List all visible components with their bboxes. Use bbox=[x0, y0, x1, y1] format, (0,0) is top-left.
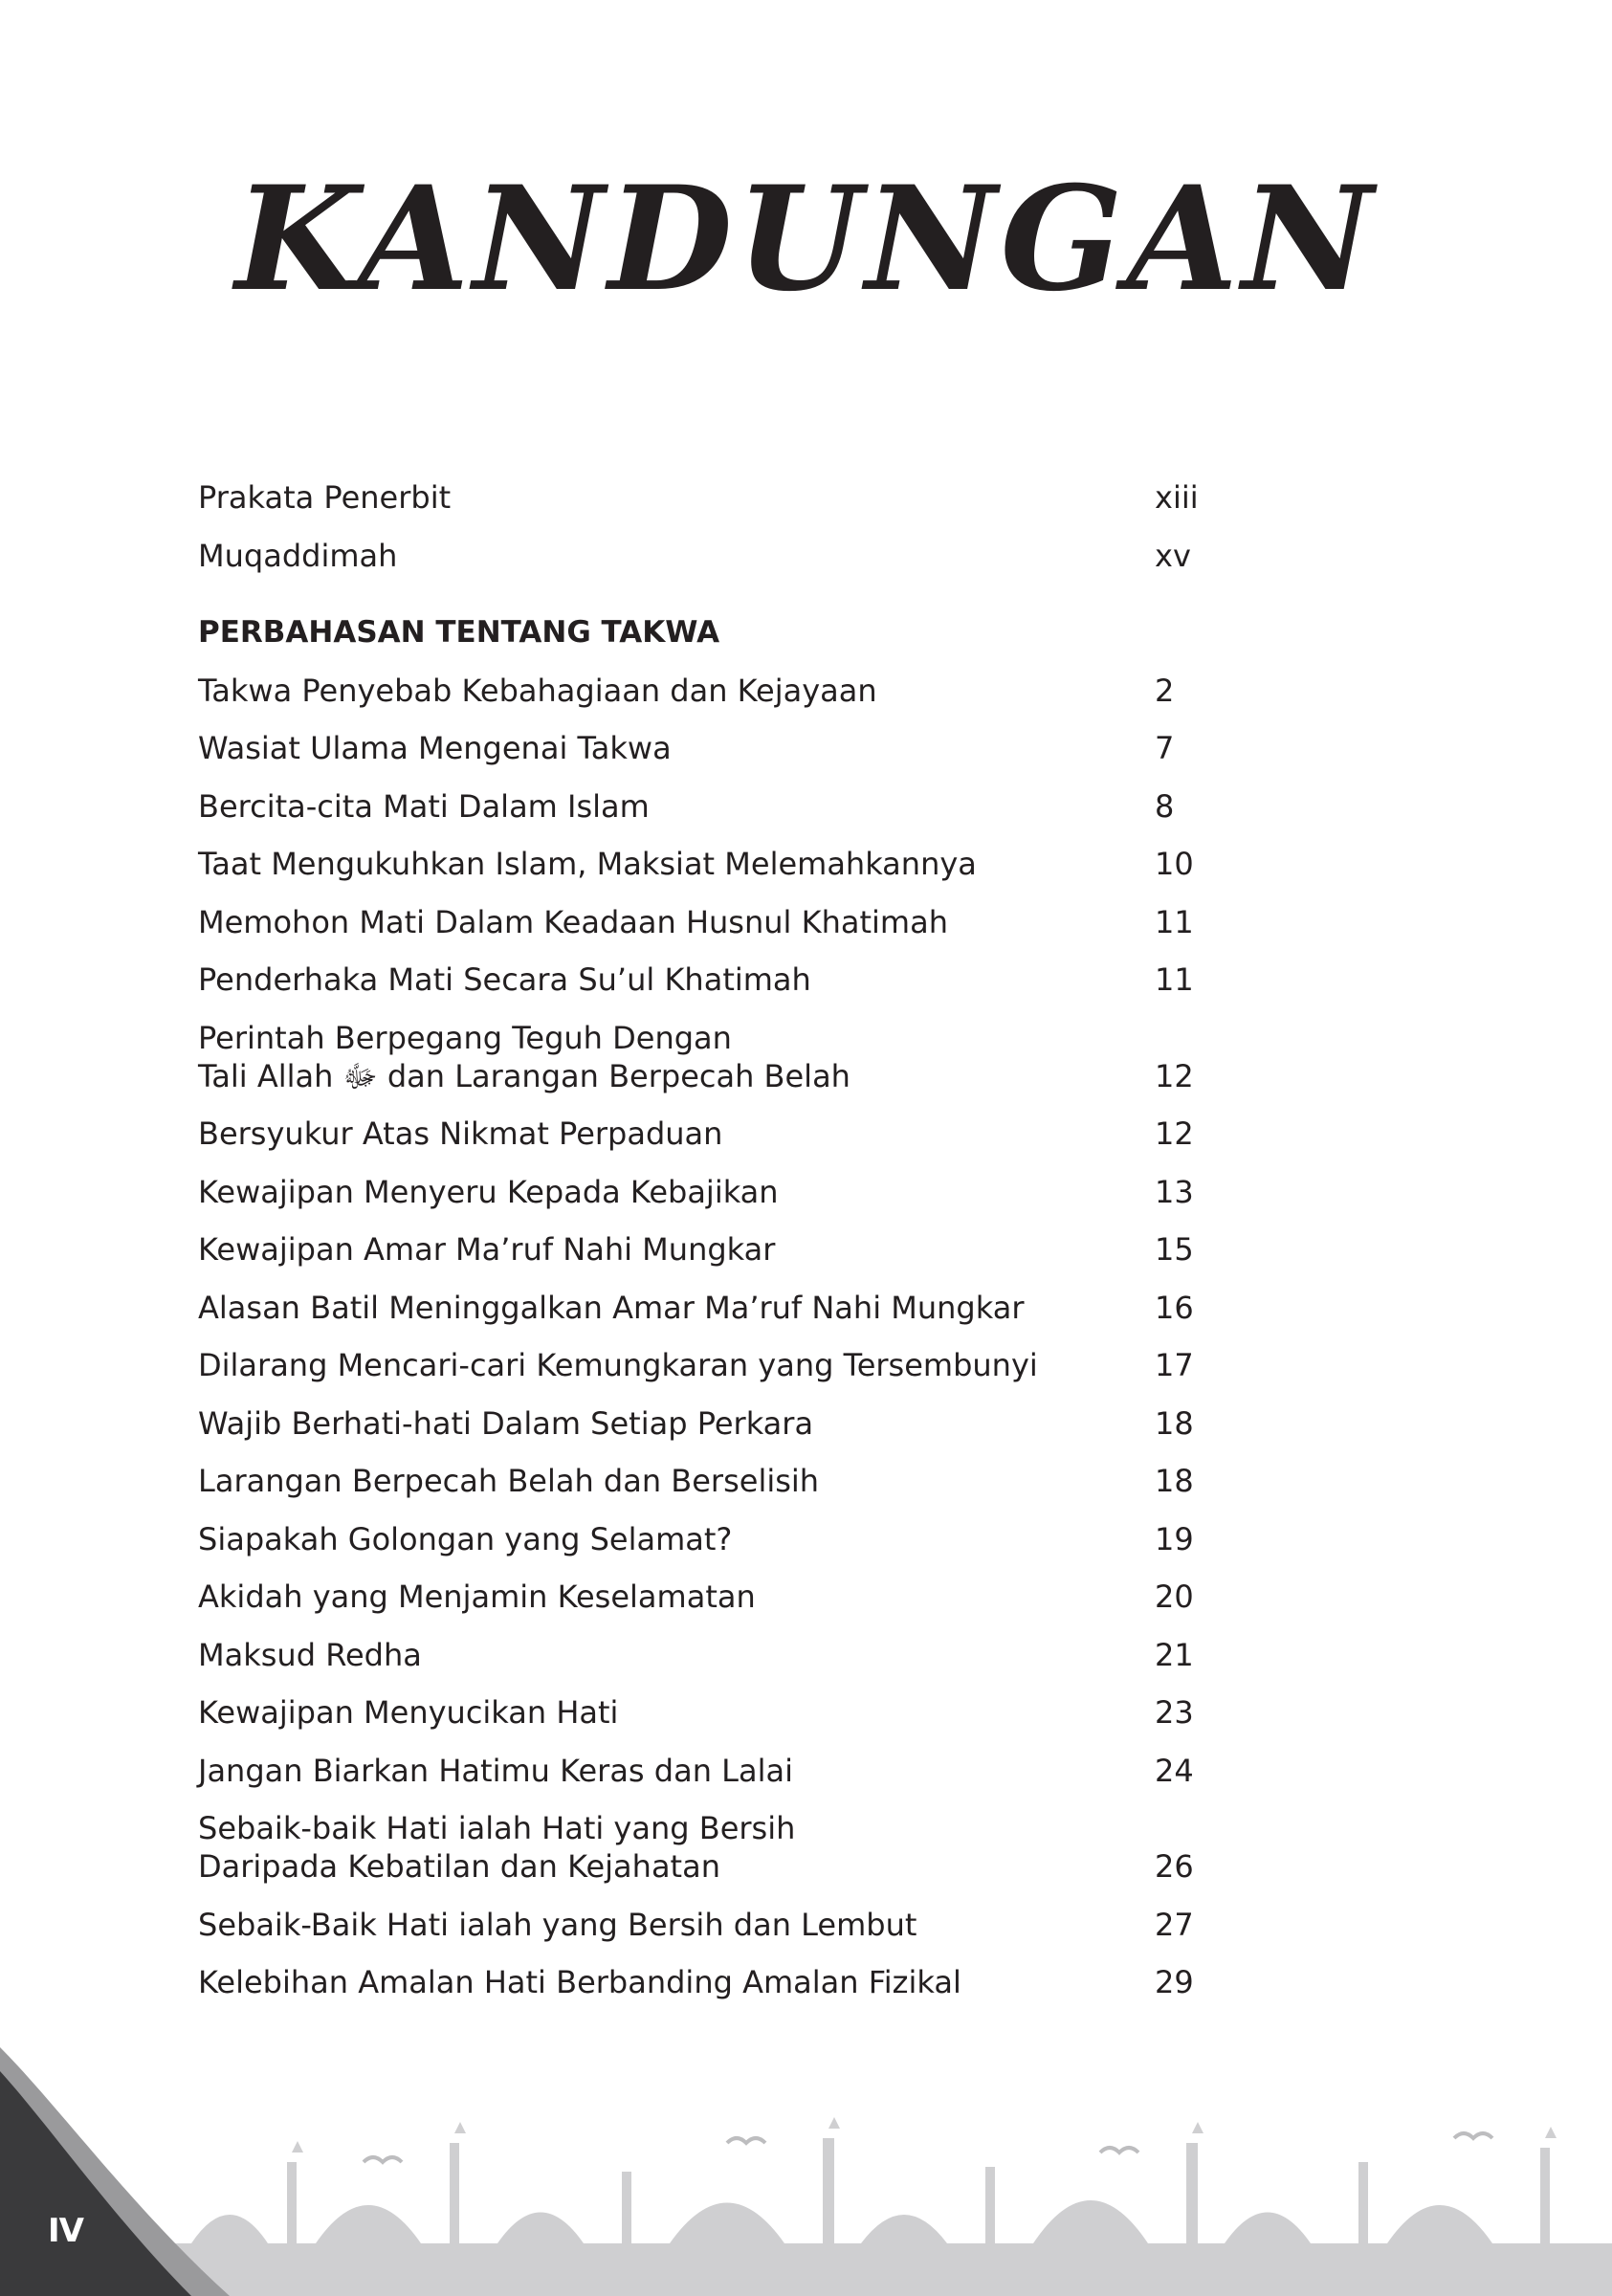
toc-entry-label: Sebaik-baik Hati ialah Hati yang Bersih Daripada Kebatilan dan Kejahatan bbox=[198, 1810, 796, 1885]
toc-entry-page: 2 bbox=[1155, 672, 1175, 709]
toc-entry-page: 20 bbox=[1155, 1578, 1194, 1615]
toc-entry-page: 16 bbox=[1155, 1289, 1194, 1326]
toc-entry bbox=[198, 1404, 1298, 1443]
toc-entry-label: Muqaddimah bbox=[198, 537, 398, 574]
table-of-contents bbox=[198, 478, 1298, 2021]
toc-entry-label: Memohon Mati Dalam Keadaan Husnul Khatimah bbox=[198, 903, 948, 940]
toc-entry bbox=[198, 1963, 1298, 2001]
toc-entry-label: Takwa Penyebab Kebahagiaan dan Kejayaan bbox=[198, 672, 877, 709]
toc-entry bbox=[198, 1230, 1298, 1269]
toc-entry-page: 29 bbox=[1155, 1964, 1194, 2000]
toc-entry-page: 23 bbox=[1155, 1694, 1194, 1731]
toc-entry bbox=[198, 1462, 1298, 1500]
toc-entry-page: 17 bbox=[1155, 1347, 1194, 1383]
toc-entry bbox=[198, 729, 1298, 767]
toc-entry-page: 27 bbox=[1155, 1906, 1194, 1943]
toc-entry-label: Perintah Berpegang Teguh Dengan Tali Allah ﷻ dan Larangan Berpecah Belah bbox=[198, 1019, 850, 1094]
toc-entry-label: Akidah yang Menjamin Keselamatan bbox=[198, 1578, 756, 1615]
toc-entry-page: 24 bbox=[1155, 1752, 1194, 1789]
decorative-footer bbox=[0, 2047, 1612, 2296]
toc-entry bbox=[198, 903, 1298, 941]
toc-entry-page: 26 bbox=[1155, 1848, 1194, 1885]
toc-entry-page: xv bbox=[1155, 537, 1191, 574]
toc-entry bbox=[198, 1289, 1298, 1327]
toc-entry-page: 19 bbox=[1155, 1520, 1194, 1557]
toc-entry-label: Taat Mengukuhkan Islam, Maksiat Melemahkannya bbox=[198, 846, 977, 882]
toc-entry-label: Maksud Redha bbox=[198, 1636, 422, 1673]
toc-entry-label: Kewajipan Menyucikan Hati bbox=[198, 1694, 619, 1731]
toc-entry bbox=[198, 1809, 1298, 1886]
mosque-skyline-decoration bbox=[144, 2117, 1612, 2296]
toc-entry-label: Alasan Batil Meninggalkan Amar Ma’ruf Nahi Mungkar bbox=[198, 1289, 1025, 1326]
toc-entry-page: 13 bbox=[1155, 1173, 1194, 1210]
section-entries bbox=[198, 672, 1298, 2002]
toc-entry bbox=[198, 1173, 1298, 1211]
toc-entry-label: Penderhaka Mati Secara Su’ul Khatimah bbox=[198, 961, 811, 998]
toc-entry-page: 18 bbox=[1155, 1404, 1194, 1442]
front-matter bbox=[198, 478, 1298, 575]
toc-entry-page: 8 bbox=[1155, 787, 1175, 825]
toc-entry-page: 15 bbox=[1155, 1231, 1194, 1268]
toc-entry bbox=[198, 1906, 1298, 1944]
toc-entry-label: Siapakah Golongan yang Selamat? bbox=[198, 1520, 733, 1557]
toc-entry bbox=[198, 1520, 1298, 1558]
toc-entry bbox=[198, 1636, 1298, 1674]
toc-entry-page: 10 bbox=[1155, 846, 1194, 882]
toc-entry-label: Sebaik-Baik Hati ialah yang Bersih dan Lembut bbox=[198, 1906, 917, 1943]
toc-entry-label: Kewajipan Menyeru Kepada Kebajikan bbox=[198, 1173, 779, 1210]
toc-entry-label: Wajib Berhati-hati Dalam Setiap Perkara bbox=[198, 1404, 814, 1442]
page-title: KANDUNGAN bbox=[234, 155, 1378, 323]
toc-entry bbox=[198, 1752, 1298, 1790]
toc-entry bbox=[198, 537, 1298, 575]
toc-entry-label: Kelebihan Amalan Hati Berbanding Amalan Fizikal bbox=[198, 1964, 961, 2000]
toc-entry-page: 11 bbox=[1155, 903, 1194, 940]
toc-entry bbox=[198, 960, 1298, 999]
toc-entry-label: Wasiat Ulama Mengenai Takwa bbox=[198, 730, 672, 766]
toc-entry bbox=[198, 1693, 1298, 1732]
toc-entry-page: 7 bbox=[1155, 730, 1175, 766]
toc-entry-label: Kewajipan Amar Ma’ruf Nahi Mungkar bbox=[198, 1231, 776, 1268]
toc-entry-label: Larangan Berpecah Belah dan Berselisih bbox=[198, 1463, 820, 1499]
toc-entry-page: 18 bbox=[1155, 1463, 1194, 1499]
toc-entry-label: Jangan Biarkan Hatimu Keras dan Lalai bbox=[198, 1752, 793, 1789]
toc-entry bbox=[198, 1578, 1298, 1616]
toc-entry-page: 12 bbox=[1155, 1057, 1194, 1094]
toc-entry-page: 21 bbox=[1155, 1636, 1194, 1673]
toc-entry bbox=[198, 1346, 1298, 1384]
toc-entry-page: 11 bbox=[1155, 961, 1194, 998]
toc-entry-label: Bercita-cita Mati Dalam Islam bbox=[198, 787, 650, 825]
toc-entry-label: Dilarang Mencari-cari Kemungkaran yang Tersembunyi bbox=[198, 1347, 1038, 1383]
toc-entry bbox=[198, 1115, 1298, 1153]
page-number: IV bbox=[48, 2212, 83, 2250]
toc-entry bbox=[198, 787, 1298, 826]
toc-entry bbox=[198, 672, 1298, 710]
toc-entry bbox=[198, 478, 1298, 517]
toc-entry bbox=[198, 1019, 1298, 1095]
toc-entry-page: 12 bbox=[1155, 1115, 1194, 1152]
section-heading: PERBAHASAN TENTANG TAKWA bbox=[198, 614, 720, 650]
toc-entry-label: Prakata Penerbit bbox=[198, 479, 452, 516]
toc-entry-page: xiii bbox=[1155, 479, 1199, 516]
birds-decoration bbox=[364, 2133, 1492, 2162]
toc-entry-label: Bersyukur Atas Nikmat Perpaduan bbox=[198, 1115, 723, 1152]
toc-entry bbox=[198, 845, 1298, 883]
